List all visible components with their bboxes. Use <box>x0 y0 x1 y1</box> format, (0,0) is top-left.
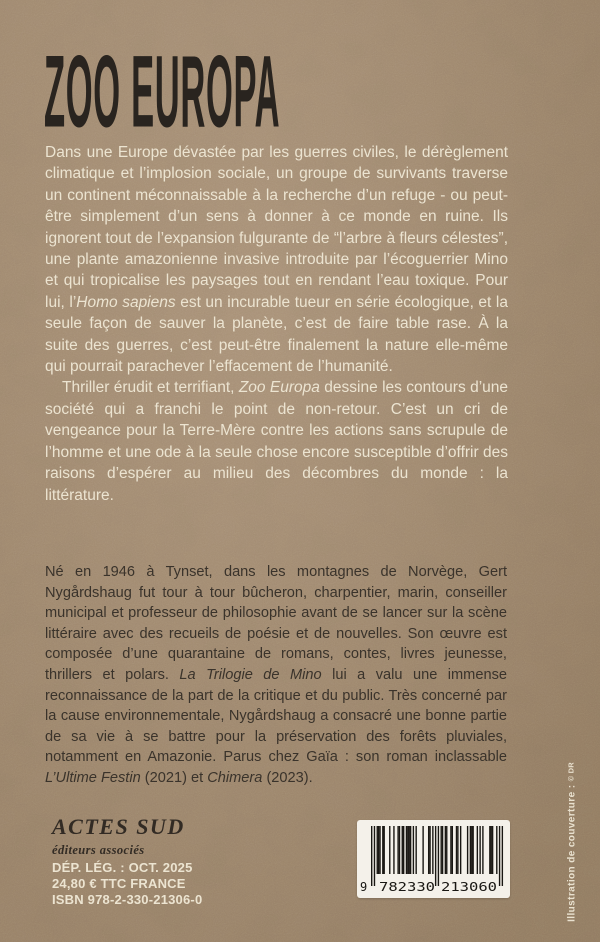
author-bio-paragraph: Né en 1946 à Tynset, dans les montagnes de Norvège, Gert Nygårdshaug fut tour à tour bûcheron, charpentier, marin, conseiller municipal et professeur de philosophie avant de se lancer sur la scène littéraire avec des recueils de poésie et de nouvelles. Son œuvre est composée d’une quarantaine de romans, contes, livres jeunesse, thrillers et polars. La Trilogie de Mino lui a valu une immense reconnaissance de la part de la critique et du public. Très concerné par la cause environnementale, Nygårdshaug a consacré une bonne partie de sa vie à se battre pour la préservation des forêts pluviales, notamment en Amazonie. Parus chez Gaïa : son roman inclassable L’Ultime Festin (2021) et Chimera (2023). <box>45 564 507 786</box>
publisher-block <box>52 814 185 858</box>
author-bio <box>45 562 507 789</box>
synopsis-paragraph-2: Thriller érudit et terrifiant, Zoo Europa dessine les contours d’une société qui a franchi le point de non-retour. C’est un cri de vengeance pour la Terre-Mère contre les actions sans scrupule de l’homme et une ode à la seule chose encore susceptible d’offrir des raisons d’espérer au milieu des décombres du monde : la littérature. <box>45 379 508 504</box>
barcode-panel <box>357 820 510 898</box>
synopsis-paragraph-1: Dans une Europe dévastée par les guerres civiles, le dérèglement climatique et l’implosion sociale, un groupe de survivants traverse un continent méconnaissable à la recherche d’un refuge - ou peut-être simplement d’un sens à donner à ce monde en ruine. Ils ignorent tout de l’expansion fulgurante de “l’arbre à fleurs célestes”, une plante amazonienne invasive introduite par l’écoguerrier Mino et qui tropicalise les paysages tout en rendant l’eau toxique. Pour lui, l’Homo sapiens est un incurable tueur en série écologique, et la seule façon de sauver la planète, c’est de faire table rase. À la suite des guerres, c’est peut-être finalement la nature elle-même qui pourrait parachever l’effacement de l’humanité. <box>45 144 508 376</box>
legal-block <box>52 860 202 907</box>
publisher-logo: ACTES SUD <box>52 814 185 839</box>
publisher-tagline: éditeurs associés <box>52 843 145 857</box>
cover-credit-label: Illustration de couverture : <box>566 784 578 922</box>
legal-deposit: DÉP. LÉG. : OCT. 2025 <box>52 860 193 875</box>
legal-isbn: ISBN 978-2-330-21306-0 <box>52 891 203 907</box>
synopsis <box>45 142 508 506</box>
svg-text:782330: 782330 <box>379 880 435 894</box>
svg-text:9: 9 <box>360 880 368 894</box>
book-title: ZOO EUROPA <box>44 34 281 150</box>
cover-credit-value: © DR <box>566 762 576 782</box>
legal-price: 24,80 € TTC FRANCE <box>52 875 186 891</box>
cover-credit <box>567 762 578 922</box>
svg-text:213060: 213060 <box>441 880 497 894</box>
ean13-barcode <box>357 820 510 898</box>
